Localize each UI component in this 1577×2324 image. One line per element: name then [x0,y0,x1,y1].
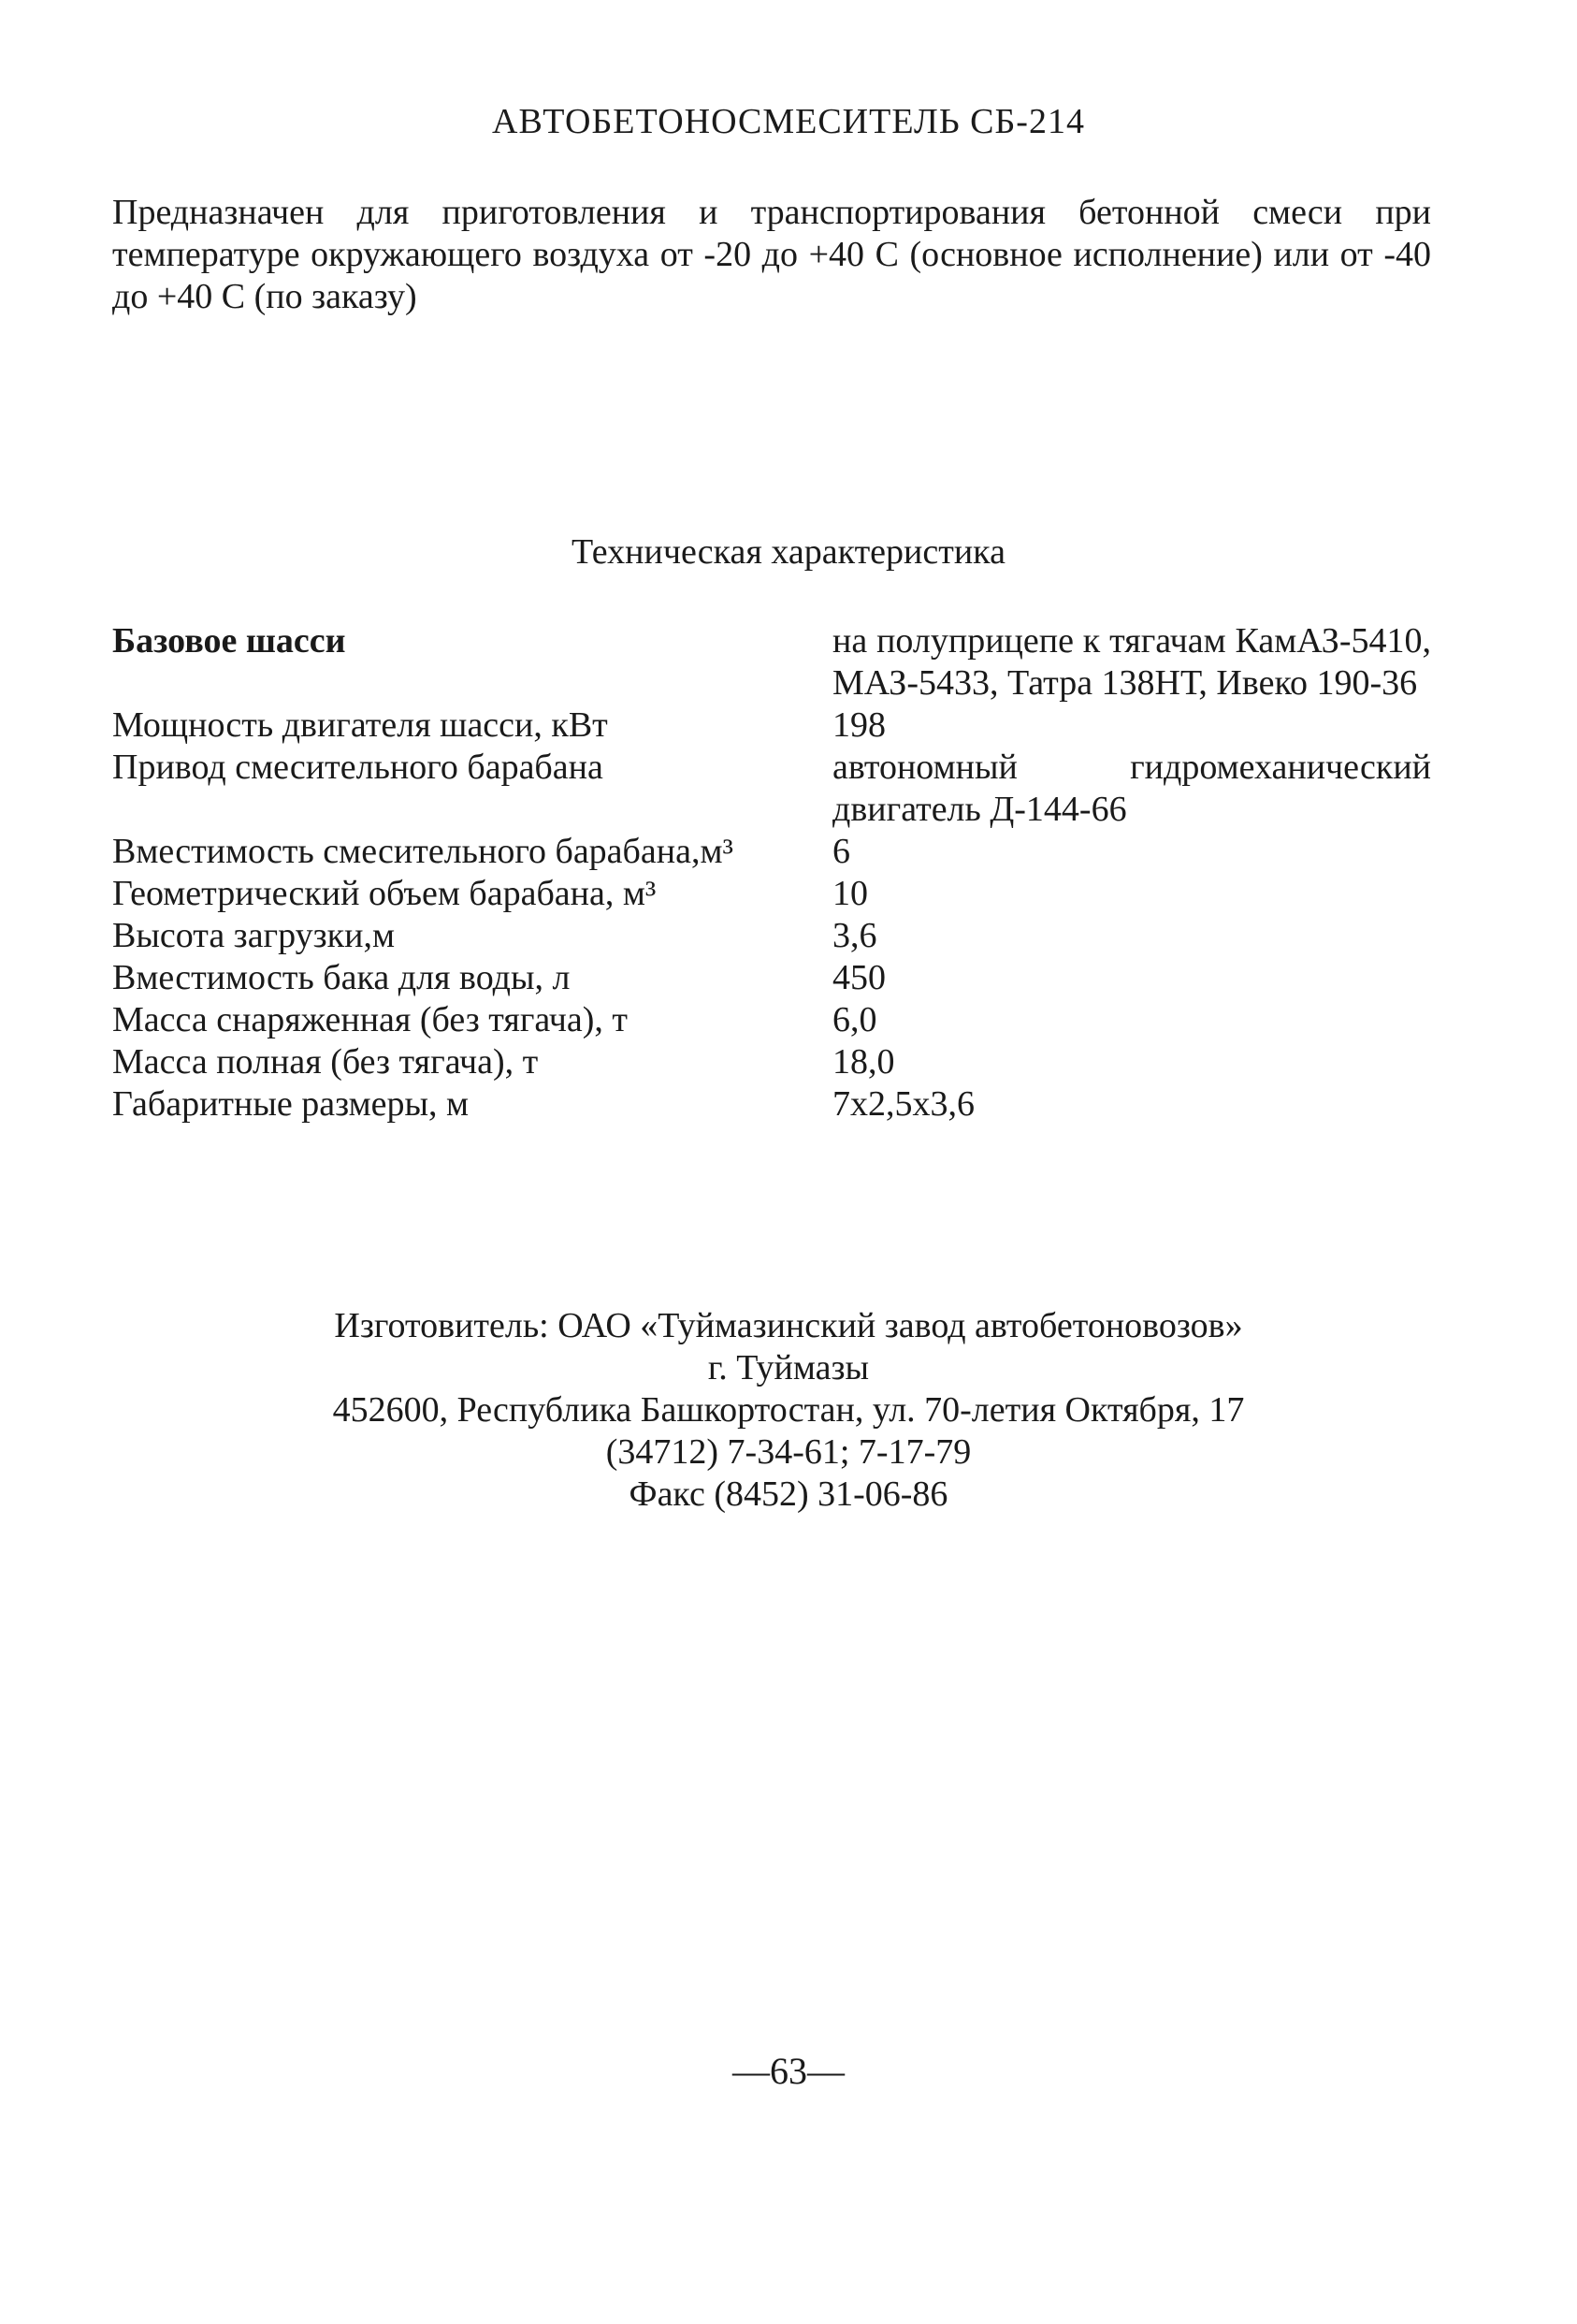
spec-row-dimensions [112,1083,1440,1126]
specs-table [112,620,1440,1126]
spec-value: 18,0 [832,1042,895,1082]
spec-row-drum-capacity [112,831,1440,873]
spec-label: Мощность двигателя шасси, кВт [112,705,608,745]
spec-row-loading-height [112,915,1440,957]
spec-label: Масса снаряженная (без тягача), т [112,1000,628,1039]
spec-label: Вместимость смесительного барабана,м³ [112,832,733,871]
spec-value: 7х2,5х3,6 [832,1084,975,1124]
manufacturer-block [0,1305,1577,1516]
spec-value: 450 [832,958,886,997]
spec-row-base-chassis [112,620,1440,704]
spec-row-engine-power [112,704,1440,747]
spec-value: 6 [832,832,850,871]
spec-value: на полуприцепе к тягачам КамАЗ-5410, МАЗ-5433, Татра 138НТ, Ивеко 190-36 [832,621,1431,703]
spec-label: Высота загрузки,м [112,916,395,955]
spec-value: 3,6 [832,916,877,955]
spec-row-water-tank [112,957,1440,999]
manufacturer-address: 452600, Республика Башкортостан, ул. 70-летия Октября, 17 [332,1390,1245,1430]
spec-value: 6,0 [832,1000,877,1039]
spec-label: Масса полная (без тягача), т [112,1042,539,1082]
spec-value: 10 [832,874,868,913]
spec-label: Габаритные размеры, м [112,1084,470,1124]
spec-label: Привод смесительного барабана [112,748,603,787]
spec-row-curb-mass [112,999,1440,1041]
intro-paragraph: Предназначен для приготовления и транспортирования бетонной смеси при температуре окружающего воздуха от -20 до +40 С (основное исполнение) или от -40 до +40 С (по заказу) [112,193,1431,316]
spec-row-full-mass [112,1041,1440,1083]
spec-label: Геометрический объем барабана, м³ [112,874,657,913]
spec-value: автономный гидромеханический двигатель Д-144-66 [832,748,1431,829]
page-number: —63— [732,2050,845,2092]
manufacturer-name: Изготовитель: ОАО «Туймазинский завод автобетоновозов» [334,1306,1243,1345]
spec-label: Базовое шасси [112,621,346,661]
spec-row-drum-drive [112,747,1440,831]
spec-row-drum-volume [112,873,1440,915]
manufacturer-city: г. Туймазы [707,1348,870,1387]
page-title: АВТОБЕТОНОСМЕСИТЕЛЬ СБ-214 [492,102,1085,141]
specs-heading: Техническая характеристика [571,532,1006,572]
spec-label: Вместимость бака для воды, л [112,958,571,997]
spec-value: 198 [832,705,886,745]
manufacturer-fax: Факс (8452) 31-06-86 [629,1474,948,1514]
manufacturer-phone: (34712) 7-34-61; 7-17-79 [605,1432,972,1472]
